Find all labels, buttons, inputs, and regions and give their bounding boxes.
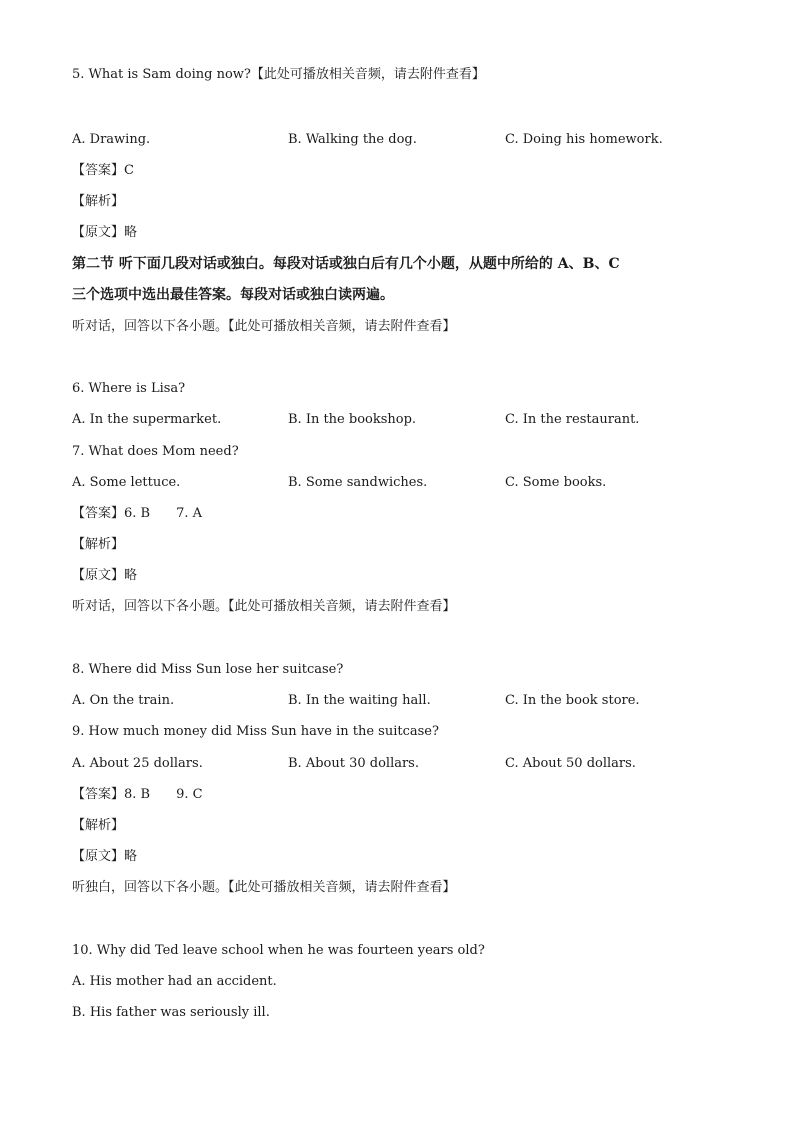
- group2-analysis: 【解析】: [72, 818, 125, 833]
- q6-question: 6. Where is Lisa?: [72, 381, 186, 396]
- q9-option-a: A. About 25 dollars.: [72, 756, 203, 771]
- group2-original: [72, 848, 137, 866]
- original-value: 略: [124, 225, 138, 240]
- original-label: 【原文】: [72, 849, 125, 864]
- q5-original: [72, 224, 137, 242]
- q8-option-b: B. In the waiting hall.: [288, 693, 431, 708]
- q5-analysis: 【解析】: [72, 194, 125, 209]
- q10-option-a: A. His mother had an accident.: [72, 974, 277, 989]
- group1-original: [72, 567, 137, 585]
- group1-intro: 听对话，回答以下各小题。【此处可播放相关音频，请去附件查看】: [72, 319, 456, 334]
- q7-option-b: B. Some sandwiches.: [288, 475, 428, 490]
- q5-option-a: A. Drawing.: [72, 132, 151, 147]
- answer-label: 【答案】: [72, 506, 125, 521]
- group2-answer: [72, 786, 203, 804]
- q6-option-c: C. In the restaurant.: [505, 412, 640, 427]
- section2-heading-line1: 第二节 听下面几段对话或独白。每段对话或独白后有几个小题，从题中所给的 A、B、C: [72, 256, 620, 272]
- q10-option-b: B. His father was seriously ill.: [72, 1005, 270, 1020]
- q9-option-c: C. About 50 dollars.: [505, 756, 636, 771]
- answer-label: 【答案】: [72, 163, 125, 178]
- original-value: 略: [124, 568, 138, 583]
- answer-value: C: [124, 163, 134, 178]
- q9-question: 9. How much money did Miss Sun have in the suitcase?: [72, 724, 439, 739]
- q7-option-c: C. Some books.: [505, 475, 607, 490]
- q7-question: 7. What does Mom need?: [72, 444, 239, 459]
- q7-option-a: A. Some lettuce.: [72, 475, 181, 490]
- q6-option-b: B. In the bookshop.: [288, 412, 417, 427]
- q5-option-b: B. Walking the dog.: [288, 132, 417, 147]
- q5-answer: [72, 162, 134, 180]
- q9-option-b: B. About 30 dollars.: [288, 756, 419, 771]
- q8-question: 8. Where did Miss Sun lose her suitcase?: [72, 662, 344, 677]
- group2-intro: 听对话，回答以下各小题。【此处可播放相关音频，请去附件查看】: [72, 599, 456, 614]
- q8-option-c: C. In the book store.: [505, 693, 640, 708]
- group3-intro: 听独白，回答以下各小题。【此处可播放相关音频，请去附件查看】: [72, 880, 456, 895]
- answer-value-1: 8. B: [124, 787, 151, 802]
- section2-heading-line2: 三个选项中选出最佳答案。每段对话或独白读两遍。: [72, 287, 394, 303]
- answer-value-2: 7. A: [176, 506, 203, 521]
- original-label: 【原文】: [72, 225, 125, 240]
- q5-question: 5. What is Sam doing now?【此处可播放相关音频，请去附件查看】: [72, 67, 485, 82]
- q6-option-a: A. In the supermarket.: [72, 412, 222, 427]
- answer-value-1: 6. B: [124, 506, 151, 521]
- answer-value-2: 9. C: [176, 787, 203, 802]
- original-label: 【原文】: [72, 568, 125, 583]
- group1-analysis: 【解析】: [72, 537, 125, 552]
- q8-option-a: A. On the train.: [72, 693, 175, 708]
- answer-label: 【答案】: [72, 787, 125, 802]
- group1-answer: [72, 505, 202, 523]
- q5-option-c: C. Doing his homework.: [505, 132, 663, 147]
- original-value: 略: [124, 849, 138, 864]
- q10-question: 10. Why did Ted leave school when he was fourteen years old?: [72, 943, 485, 958]
